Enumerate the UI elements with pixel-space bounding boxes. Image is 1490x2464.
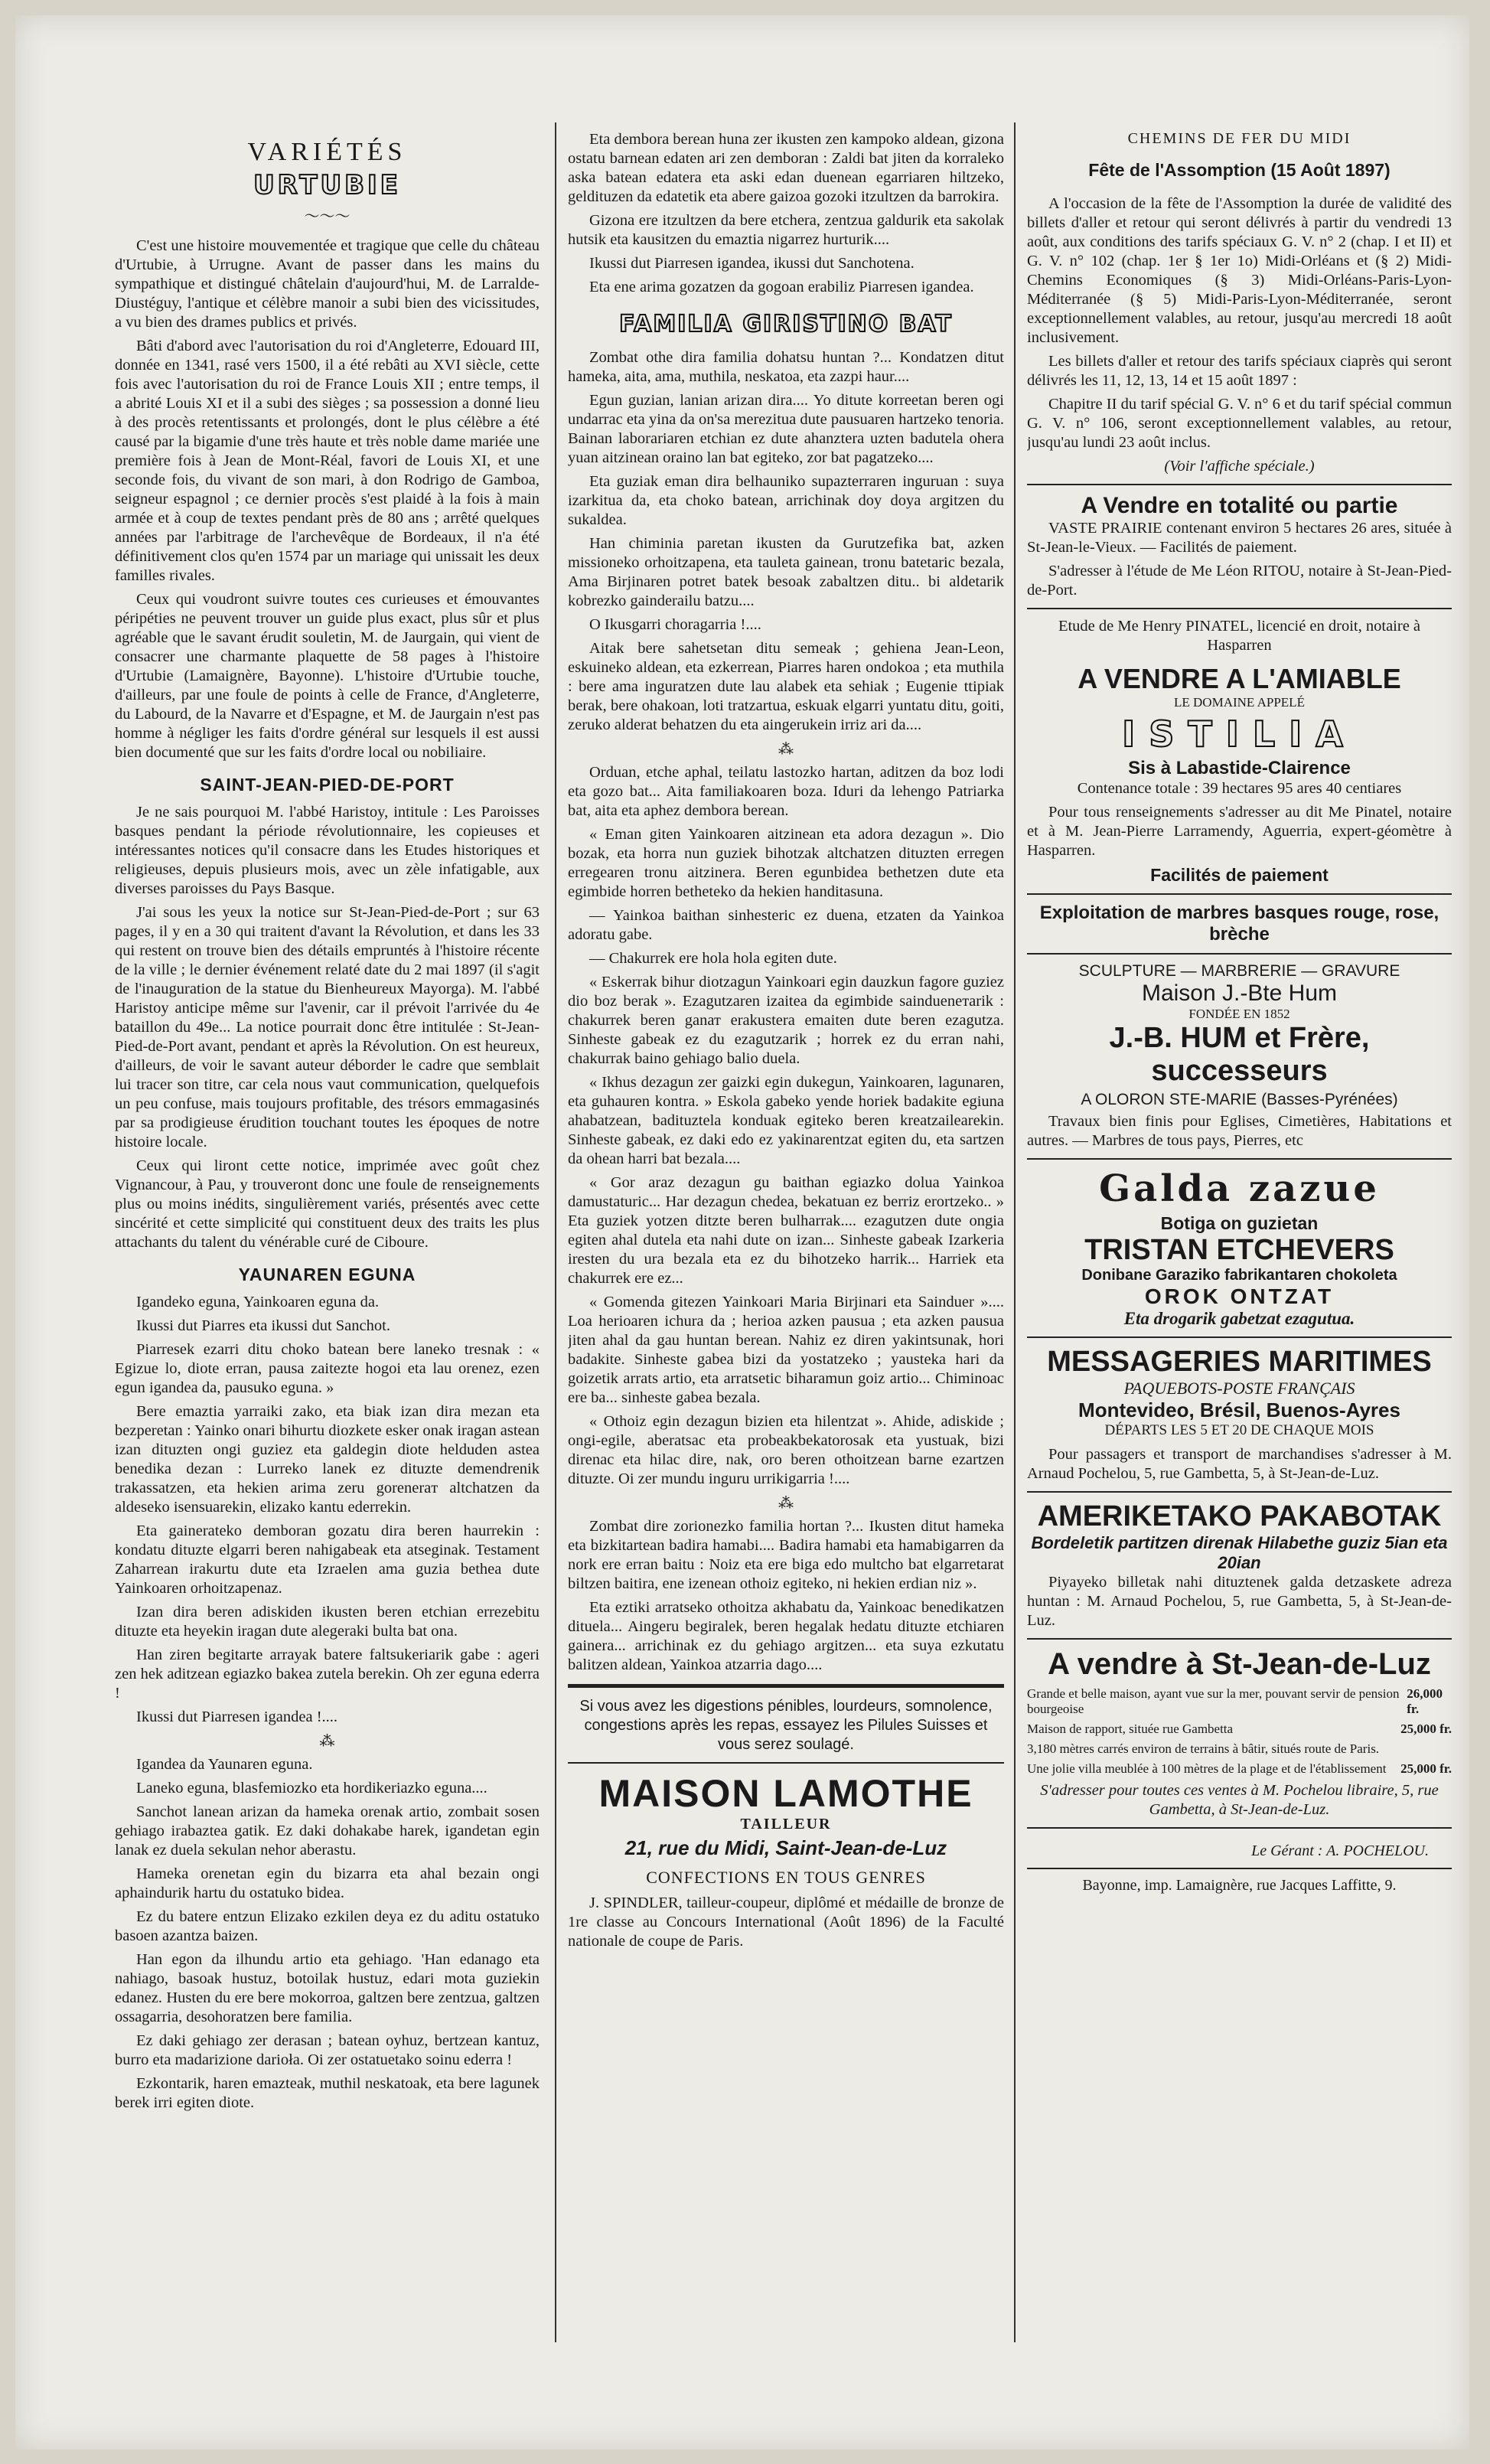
sculpture: SCULPTURE — MARBRERIE — GRAVURE <box>1078 962 1400 980</box>
amerik-title: AMERIKETAKO PAKABOTAK <box>1037 1500 1442 1532</box>
botiga: Botiga on guzietan <box>1160 1213 1319 1233</box>
paragraph: Ez du batere entzun Elizako ezkilen deya ez du aditu ostatuko basoen azantza baizen. <box>115 1908 540 1944</box>
drogarik: Eta drogarik gabetzat ezagutua. <box>1123 1309 1355 1328</box>
orok-ontzat: OROK ONTZAT <box>1144 1284 1335 1308</box>
lamothe-title: MAISON LAMOTHE <box>598 1772 973 1815</box>
paragraph: — Yainkoa baithan sinhesteric ez duena, etzaten da Yainkoa adoratu gabe. <box>568 907 1004 943</box>
railway-kicker: CHEMINS DE FER DU MIDI <box>1127 130 1351 147</box>
paragraph: « Eman giten Yainkoaren aitzinean eta adora dezagun ». Dio bozak, eta horra nun guziek bihotzak altchatzen dituzten erregen erregearen tronu aitzinera. Beren egunbideа bethetzen dute eta egimbide horren betheteko da hekien handitasuna. <box>568 826 1004 900</box>
article-title-familia: FAMILIA GIRISTINO BAT <box>619 311 953 338</box>
facilites: Facilités de paiement <box>1150 865 1329 885</box>
paragraph: « Eskerrak bihur diotzagun Yainkoari egin dauzkun fagore guziez dio boz berak ». Ezagutzaren izaitea da egimbide saindueneтarik : chakurrek beren ganат erakustera emaiten dute beren ezagutza. Sinheste gabeak ez du ezagutzarik ; horrek ez du erran nahi, chakurrak baino gehiago balio duela. <box>568 974 1004 1067</box>
divider <box>1027 893 1452 895</box>
divider <box>1027 1491 1452 1493</box>
amiable-title: A VENDRE A L'AMIABLE <box>1078 663 1401 694</box>
divider <box>1027 608 1452 609</box>
paragraph: Eta guziak eman dira belhauniko supazterraren inguruan : suya izarkitua da, eta choko batean, arrichinak doy doya argitzen du sukaldea. <box>568 473 1004 528</box>
listing-text: 3,180 mètres carrés environ de terrains à bâtir, situés route de Paris. <box>1027 1741 1380 1756</box>
listing <box>1027 1741 1452 1757</box>
paragraph: « Gomenda gitezen Yainkoari Maria Birjinari eta Sainduer ».... Loa herioaren ichura da ; herioa azken pausua ; eta azken pausua jiten ahal da gau huntan berean. Nahiz ez diren yakintsunak, hori badakite. Sinheste gabea bizi da yostatzeko ; yausteka hari da goizetik arrats artio, eta arratsetic biharamun goiz artio... Chiminoac ere ba... sinheste gabea bezala. <box>568 1294 1004 1406</box>
paragraph: Gizona ere itzultzen da bere etchera, zentzua galdurik eta sakolak hutsik eta kausitzen du emaztia nigarrez hurturik.... <box>568 212 1004 248</box>
travaux: Travaux bien finis pour Eglises, Cimetières, Habitations et autres. — Marbres de tous pays, Pierres, etc <box>1027 1113 1452 1149</box>
paragraph: Bâti d'abord avec l'autorisation du roi d'Angleterre, Edouard III, donnée en 1341, rasé vers 1500, il a été rebâti au XVI siècle, cette fois avec l'autorisation du roi de France Louis XII ; entre temps, il a abrité Louis XI et il a subi des sièges ; sa possession a donné lieu à des procès retentissants et prolongés, dont le plus célèbre a été causé par la bigamie d'une très haute et très noble dame mariée une première fois à Jean de Mont-Réal, favori de Louis XI, et une seconde fois, du vivant de son mari, à don Rodrigo de Gamboa, seigneur espagnol ; ce dernier procès s'est plaidé à la fois à main armée et à coup de textes pendant près de 80 ans ; arrêté quelques années par l'arbitrage de l'archevêque de Bordeaux, il n'a été définitivement clos qu'en 1574 par un mariage qui unissait les deux familles rivales. <box>115 338 540 584</box>
listing <box>1027 1686 1452 1717</box>
paragraph: « Othoiz egin dezagun bizien eta hilentzat ». Ahide, adiskide ; ongi-egile, aberatsac eta probeakbekatorosak eta yustuak, bizi direnac eta hilac dire, nak, oro beren othoitzean barne ezartzen dituzte. Oi zer mundu inguru urrikigarria !.... <box>568 1413 1004 1487</box>
paragraph: Izan dira beren adiskiden ikusten beren etchian errezebitu dituzte eta heyekin iragan dute alegeraki bulta bat ona. <box>115 1604 540 1640</box>
paragraph: Je ne sais pourquoi M. l'abbé Haristoy, intitule : Les Paroisses basques pendant la période révolutionnaire, les copieuses et intéressantes notices qu'il consacre dans les Etudes historiques et religieuses, depuis plusieurs mois, avec un zèle infatigable, aux diverses paroisses du Pays Basque. <box>115 804 540 897</box>
listing-price: 25,000 fr. <box>1400 1761 1452 1776</box>
donibane: Donibane Garaziko fabrikantaren chokoleta <box>1081 1267 1397 1284</box>
paragraph: Igandea da Yaunaren eguna. <box>136 1756 313 1773</box>
divider <box>1027 953 1452 955</box>
paragraph: Bere emaztia yarraiki zako, eta biak izan dira mezan eta bezperetan : Yainko onari bihurtu diozkete esker onak iragan astean izan dituzten ongi guziez eta galdegin diote helduden astea benedika dezan : Lurreko lanek ez dituzte demendrenik trakassatzen, eta hekien arima zeru goreneraт altchatzen da aldeseko isensuarekin, elizako kantu ederrekin. <box>115 1403 540 1516</box>
paragraph: « Ikhus dezagun zer gaizki egin dukegun, Yainkoaren, lagunaren, eta guhauren kontra. » Eskola gabeko yende horiek badakite egiuna ahabatzean, badituztela konduak egiteko beren kreatzailearekin. Sinheste gabeak, ez daki edo ez yakinarentzat egiten du, eta sartzen da ohean harri bat bezala.... <box>568 1074 1004 1167</box>
divider <box>568 1762 1004 1764</box>
column-rule <box>555 122 556 2342</box>
paragraph: Han ziren begitarte arrayak batere faltsukeriarik gabe : ageri zen hek aditzean egiazko bakea zutela berekin. Oh zer eguna ederra ! <box>115 1646 540 1702</box>
paragraph: Hameka orenetan egin du bizarra eta ahal bezain ongi aphaindurik hartu du ostatuko bidea. <box>115 1865 540 1901</box>
paragraph: Laneko eguna, blasfemiozko eta hordikeriazko eguna.... <box>136 1780 487 1797</box>
paragraph: Eta ene arima gozatzen da gogoan erabiliz Piarresen igandea. <box>589 279 974 295</box>
sadresser: S'adresser pour toutes ces ventes à M. Pochelou libraire, 5, rue Gambetta, à St-Jean-de-Luz. <box>1040 1782 1439 1818</box>
imprimeur: Bayonne, imp. Lamaignère, rue Jacques Laffitte, 9. <box>1082 1877 1397 1894</box>
paragraph: Ezkontarik, haren emazteak, muthil neskatoak, eta bere lagunek berek irri egiten diote. <box>115 2075 540 2111</box>
column-rule <box>1014 122 1016 2342</box>
montevideo: Montevideo, Brésil, Buenos-Ayres <box>1078 1398 1400 1421</box>
tristan-title: TRISTAN ETCHEVERS <box>1084 1234 1394 1266</box>
paragraph: A l'occasion de la fête de l'Assomption la durée de validité des billets d'aller et retour qui seront délivrés à partir du vendredi 13 août, aux conditions des tarifs spéciaux G. V. n° 2 (chap. I et II) et G. V. n° 102 (chap. 1er § 1er 1o) Midi-Orléans et (§ 2) Midi-Chemins Economiques (§ 3) Midi-Orléans-Paris-Lyon-Méditerranée (§ 5) Midi-Paris-Lyon-Méditerranée, seront exceptionnellement valables, au retour, jusqu'au mercredi 18 août inclusivement. <box>1027 195 1452 346</box>
listing <box>1027 1761 1452 1777</box>
paragraph: Egun guzian, lanian arizan dira.... Yo ditute korreetan beren ogi undarrac eta yina da on'sa merezitua dute pausuaren hartzeko tenoria. Bainan laborariaren etchian ez dute ahanztera uzten badutela ohera yuan aitzinean oraino lan bat egiteko, zor bat pagatzeko.... <box>568 392 1004 466</box>
asterism: ⁂ <box>778 741 794 758</box>
paragraph: — Chakurrek ere hola hola egiten dute. <box>589 950 837 967</box>
maison-hum: Maison J.-Bte Hum <box>1141 981 1338 1006</box>
confections: CONFECTIONS EN TOUS GENRES <box>646 1868 926 1887</box>
paragraph: Ez daki gehiago zer derasan ; batean oyhuz, bertzean kantuz, burro eta madarizione darioła. Oi zer ostatuetako soinu ederra ! <box>115 2032 540 2068</box>
vendre-sjl-title: A vendre à St-Jean-de-Luz <box>1048 1647 1431 1681</box>
paragraph: J'ai sous les yeux la notice sur St-Jean-Pied-de-Port ; sur 63 pages, il y en a 30 qui traitent d'avant la Révolution, et dans les 33 qui restent on trouve bien des détails empruntés à l'histoire récente de la ville ; le dernier événement relaté date du 2 mai 1897 (il s'agit de l'inauguration de la statue du Bienheureux Mayorga). M. l'abbé Haristoy anticipe même sur l'avenir, car il prévoit l'arrivée du 4e bataillon du 49e... La notice pourrait donc être intitulée : St-Jean-Pied-de-Port avant, pendant et après la Révolution. On est heureux, d'ailleurs, de voir le savant auteur déborder le cadre que semblait lui tracer son titre, car cela nous vaut communication, quelquefois un peu confuse, mais toujours profitable, des trésors emmagasinés par sa prodigieuse érudition touchant toutes les époques de notre histoire locale. <box>115 904 540 1150</box>
listing <box>1027 1722 1452 1737</box>
galda-title: Galda zazue <box>1099 1167 1380 1210</box>
listing-text: Une jolie villa meublée à 100 mètres de la plage et de l'établissement <box>1027 1761 1387 1776</box>
asterism: ⁂ <box>319 1733 335 1750</box>
paragraph: Piarresek ezarri ditu choko batean bere laneko tresnak : « Egizue lo, diote erran, pausa zaitezte hogoi eta lau orenez, ezen egun igandea da, pausuko eguna. » <box>115 1341 540 1396</box>
affiche-note: (Voir l'affiche spéciale.) <box>1164 458 1315 475</box>
paragraph: Eta gainerateko demboran gozatu dira beren haurrekin : kondatu dituzte elgarri beren nahigabeak eta atseginak. Testament Zaharrean irakurtu dute eta Izraelen ama guzia bethea dute Yainkoaren orhoitzapenaz. <box>115 1522 540 1597</box>
spindler-text: J. SPINDLER, tailleur-coupeur, diplômé et médaille de bronze de 1re classe au Concours International (Août 1896) de la Faculté nationale de coupe de Paris. <box>568 1895 1004 1950</box>
paragraph: O Ikusgarri choragarria !.... <box>589 616 761 633</box>
article-title-sjpp: SAINT-JEAN-PIED-DE-PORT <box>200 775 455 795</box>
paragraph: Ikussi dut Piarres eta ikussi dut Sanchot. <box>136 1317 390 1334</box>
newspaper-page <box>15 15 1469 2449</box>
paragraph: Les billets d'aller et retour des tarifs spéciaux ciaprès qui seront délivrés les 11, 12, 13, 14 et 15 août 1897 : <box>1027 353 1452 389</box>
divider <box>1027 1827 1452 1829</box>
departs: DÉPARTS LES 5 ET 20 DE CHAQUE MOIS <box>1104 1422 1374 1438</box>
paragraph: Chapitre II du tarif spécial G. V. n° 6 et du tarif spécial commun G. V. n° 106, seront exceptionnellement valables, au retour, jusqu'au lundi 23 août inclus. <box>1027 396 1452 451</box>
istilia-title: ISTILIA <box>1122 713 1357 755</box>
gerant: Le Gérant : A. POCHELOU. <box>1251 1842 1429 1859</box>
paragraph: Igandeko eguna, Yainkoaren eguna da. <box>136 1294 380 1310</box>
divider <box>1027 1158 1452 1160</box>
paragraph: Eta eztiki arratseko othoitza akhabatu da, Yainkoac benedikatzen dituela... Aingeru begiralek, beren hegalak hedatu dituzte etchiaren gainera... arrichinak ez du gehiago argitzen... eta suya ezkutatu balitzen aldean, Yainkoa atzarria dago.... <box>568 1599 1004 1673</box>
column-1 <box>115 107 540 2404</box>
paragraph: Orduan, etche aphal, teilatu lastozko hartan, aditzen da boz lodi eta gozo bat... Aita familiakoaren boza. Iduri da lehengo Patriarka bat, aita eta aphez dembora berean. <box>568 764 1004 819</box>
divider <box>1027 1336 1452 1338</box>
listing-text: Grande et belle maison, ayant vue sur la mer, pouvant servir de pension bourgeoise <box>1027 1686 1400 1716</box>
divider <box>1027 484 1452 485</box>
paquebots: PAQUEBOTS-POSTE FRANÇAIS <box>1123 1379 1355 1398</box>
contenance: Contenance totale : 39 hectares 95 ares 40 centiares <box>1077 780 1402 797</box>
paragraph: Ceux qui liront cette notice, imprimée avec goût chez Vignancour, à Pau, y trouveront donc une foule de renseignements plus ou moins inédits, singulièrement variés, présentés avec cette sincérité et cette simplicité qui constituent deux des traits les plus attachants du talent du vénérable curé de Ciboure. <box>115 1157 540 1251</box>
messageries-title: MESSAGERIES MARITIMES <box>1047 1346 1432 1378</box>
domaine-label: LE DOMAINE APPELÉ <box>1174 695 1305 710</box>
paragraph: Zombat dire zorionezko familia hortan ?... Ikusten ditut hameka eta bizkitartean badira hamabi.... Badira hamabi eta hamabigarren da nork ere erran baitu : Noiz eta ere biga edo multcho bat elgarretarat biltzen baitira, ene izenean othoiz egiteko, ni hekien erdian niz ». <box>568 1518 1004 1592</box>
listing-price: 25,000 fr. <box>1400 1722 1452 1736</box>
lamothe-subtitle: TAILLEUR <box>740 1816 832 1832</box>
fondee: FONDÉE EN 1852 <box>1188 1007 1290 1021</box>
vendre1-title: A Vendre en totalité ou partie <box>1081 493 1398 518</box>
listing-price: 26,000 fr. <box>1407 1686 1443 1716</box>
paragraph: Ikussi dut Piarresen igandea !.... <box>136 1708 338 1725</box>
hum-frere: J.-B. HUM et Frère, successeurs <box>1109 1022 1370 1087</box>
paragraph: « Gor araz dezagun gu baithan egiazko dolua Yainkoa damustaturic... Har dezagun chedea, bekatuan ez berriz erortzeko.. » Eta guziek yotzen ditzte beren bulharrak.... ezagutzen dute ongia egiten ahal dutela eta nahi dute on izan... Sinheste gabeak Izarkeria iresten du ura bezala eta ez du bihotzeko harrik... Harriek eta chakurrek ere ez... <box>568 1174 1004 1287</box>
asterism: ⁂ <box>778 1495 794 1512</box>
paragraph: Aitak bere sahetsetan ditu semeak ; gehiena Jean-Leon, eskuineko aldean, eta ezkerrean, Piarres haren ondokoa ; eta muthila : bere ama inguratzen dute lau alabek eta sehiak ; Eugenie ttipiak berak, bere ohakoan, loti tratzartua, eskuak elgarri yuntatu ditu, goiti, zeruko alderat behatzen du eta aingerukein irriz ari da.... <box>568 640 1004 733</box>
oloron: A OLORON STE-MARIE (Basses-Pyrénées) <box>1081 1091 1398 1108</box>
divider <box>1027 1638 1452 1640</box>
divider <box>1027 1868 1452 1869</box>
piyayeko: Piyayeko billetak nahi dituztenek galda detzaskete adreza huntan : M. Arnaud Pochelou, 5, rue Gambetta, 5, à St-Jean-de-Luz. <box>1027 1574 1452 1629</box>
column-3 <box>1027 107 1452 2404</box>
title-ornament: 〜〜〜 <box>304 208 350 225</box>
vendre1-body: VASTE PRAIRIE contenant environ 5 hectares 26 ares, située à St-Jean-le-Vieux. — Facilités de paiement. <box>1027 520 1452 556</box>
paragraph: Han egon da ilhundu artio eta gehiago. 'Han edanago eta nahiago, basoak hustuz, botoilak hustuz, edari mota guziekin edanez. Husten du ere bere mokorroa, galtzen bere zentzua, galtzen ossagarria, desohoratzen bere familia. <box>115 1951 540 2025</box>
passagers: Pour passagers et transport de marchandises s'adresser à M. Arnaud Pochelou, 5, rue Gambetta, 5, à St-Jean-de-Luz. <box>1027 1446 1452 1482</box>
paragraph: Sanchot lanean arizan da hameka orenak artio, zombait sosen gehiago irabazteа gatik. Ez daki dohakabe harek, igandetan egin lanak ez duela sekulan nehor aberastu. <box>115 1803 540 1859</box>
paragraph: Han chiminia paretan ikusten da Gurutzefika bat, azken missioneko orhoitzapena, eta tauleta gainean, tronu batetaric bezala, Ama Birjinaren potret batek besoak zabaltzen ditu.. bi aldetarik kobrezko gainderailu batzu.... <box>568 535 1004 609</box>
renseignements: Pour tous renseignements s'adresser au dit Me Pinatel, notaire et à M. Jean-Pierre Larramendy, Aguerria, expert-géomètre à Hasparren. <box>1027 804 1452 859</box>
digestion-ad: Si vous avez les digestions pénibles, lourdeurs, somnolence, congestions après les repas, essayez les Pilules Suisses et vous serez soulagé. <box>579 1698 993 1753</box>
paragraph: Zombat othe dira familia dohatsu huntan ?... Kondatzen ditut hameka, aita, ama, muthila, neskatoa, eta zazpi haur.... <box>568 349 1004 385</box>
listing-text: Maison de rapport, située rue Gambetta <box>1027 1722 1234 1736</box>
pinatel-etude: Etude de Me Henry PINATEL, licencié en droit, notaire à Hasparren <box>1058 618 1421 654</box>
labastide: Sis à Labastide-Clairence <box>1128 758 1351 778</box>
bordeletik: Bordeletik partitzen direnak Hilabethe guziz 5ian eta 20ian <box>1031 1533 1448 1572</box>
lamothe-address: 21, rue du Midi, Saint-Jean-de-Luz <box>624 1836 947 1859</box>
paragraph: Ceux qui voudront suivre toutes ces curieuses et émouvantes péripéties ne peuvent trouver un guide plus exact, plus sûr et plus agréable que le savant érudit souletin, M. de Jaurgain, qui vient de consacrer une charmante plaquette de 58 pages à l'histoire d'Urtubie (Lamaignère, Bayonne). L'histoire d'Urtubie touche, d'ailleurs, par une foule de points à celle de France, d'Angleterre, du Labourd, de la Navarre et d'Espagne, et M. de Jaurgain n'est pas homme à négliger les faits d'ordre général sur lesquels il est aussi bien documenté que sur les faits d'ordre local ou nobiliaire. <box>115 591 540 761</box>
paragraph: C'est une histoire mouvementée et tragique que celle du château d'Urtubie, à Urrugne. Avant de passer dans les mains du sympathique et distingué châtelain d'aujourd'hui, M. de Larralde-Diustéguy, l'antique et célèbre manoir a subi bien des vicissitudes, a vu bien des drames publics et privés. <box>115 237 540 331</box>
marbres-title: Exploitation de marbres basques rouge, rose, brèche <box>1039 902 1439 945</box>
fete-title: Fête de l'Assomption (15 Août 1897) <box>1088 160 1391 180</box>
article-title-yaunaren: YAUNAREN EGUNA <box>238 1265 416 1284</box>
paragraph: Ikussi dut Piarresen igandea, ikussi dut Sanchotena. <box>589 255 915 272</box>
divider <box>568 1684 1004 1688</box>
column-2 <box>568 107 1004 2404</box>
section-title: VARIÉTÉS <box>247 138 407 166</box>
paragraph: Eta dembora berean huna zer ikusten zen kampoko aldean, gizona ostatu barnean edaten ari zen demboran : Zaldi bat jiten da korraleko aska batean edatera eta aski edan duenean egarriaren hiltzeko, geldituzen da edatetik eta abere gaizoa gozoki itzultzen da barrokira. <box>568 131 1004 205</box>
article-title-urtubie: URTUBIE <box>253 170 401 201</box>
vendre1-contact: S'adresser à l'étude de Me Léon RITOU, notaire à St-Jean-Pied-de-Port. <box>1027 563 1452 599</box>
